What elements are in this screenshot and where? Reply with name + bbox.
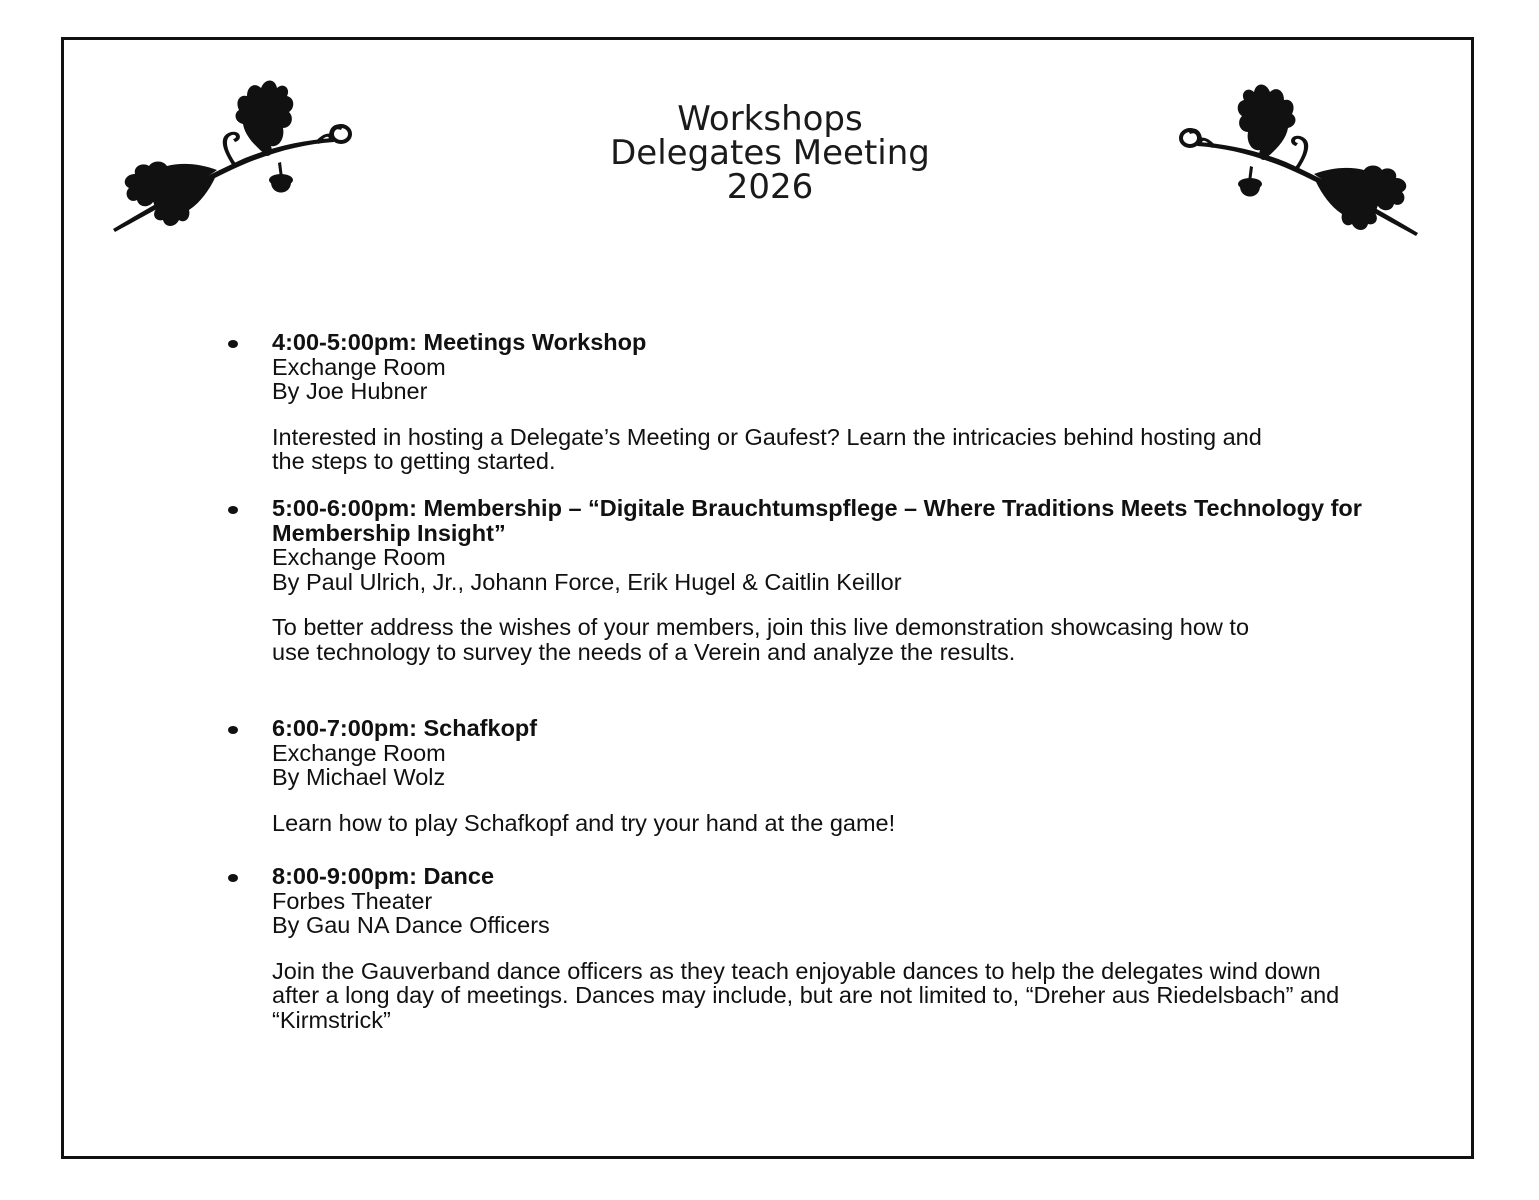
- workshop-presenter: By Michael Wolz: [272, 764, 446, 790]
- workshop-title: 6:00-7:00pm: Schafkopf: [272, 715, 538, 741]
- workshop-location: Forbes Theater: [272, 887, 433, 914]
- workshop-presenter: By Joe Hubner: [272, 378, 428, 404]
- workshop-description: Interested in hosting a Delegate’s Meeting or Gaufest? Learn the intricacies behind hosting and the steps to getting started.: [272, 423, 1262, 474]
- bullet-icon: [228, 506, 238, 514]
- page-title: [470, 99, 1070, 207]
- bullet-icon: [228, 874, 238, 882]
- title-line-event: Delegates Meeting: [610, 133, 930, 173]
- workshop-item: [226, 330, 1292, 474]
- workshop-presenter: By Gau NA Dance Officers: [272, 912, 550, 938]
- workshop-location: Exchange Room: [272, 353, 446, 380]
- workshop-item: [226, 716, 895, 835]
- bullet-icon: [228, 340, 238, 348]
- workshop-location: Exchange Room: [272, 739, 446, 766]
- oak-branch-icon: [105, 66, 355, 238]
- title-line-workshops: Workshops: [677, 99, 863, 139]
- workshop-item: [226, 864, 1372, 1032]
- workshop-item: [226, 496, 1372, 664]
- workshop-description: Join the Gauverband dance officers as they teach enjoyable dances to help the delegates wind down after a long day of meetings. Dances may include, but are not limited to, “Dreher aus Riedelsbach” and “Kirmstrick”: [272, 957, 1340, 1033]
- oak-branch-icon: [1176, 70, 1426, 242]
- bullet-icon: [228, 726, 238, 734]
- title-line-year: 2026: [726, 167, 814, 207]
- workshop-description: To better address the wishes of your members, join this live demonstration showcasing how to use technology to survey the needs of a Verein and analyze the results.: [272, 614, 1250, 665]
- workshop-presenter: By Paul Ulrich, Jr., Johann Force, Erik Hugel & Caitlin Keillor: [272, 568, 902, 595]
- workshop-location: Exchange Room: [272, 544, 446, 570]
- workshop-description: Learn how to play Schafkopf and try your hand at the game!: [272, 809, 896, 836]
- workshop-title: 5:00-6:00pm: Membership – “Digitale Brauchtumspflege – Where Traditions Meets Technology for Membership Insight”: [272, 495, 1362, 546]
- workshop-title: 8:00-9:00pm: Dance: [272, 863, 495, 889]
- workshop-title: 4:00-5:00pm: Meetings Workshop: [272, 329, 647, 355]
